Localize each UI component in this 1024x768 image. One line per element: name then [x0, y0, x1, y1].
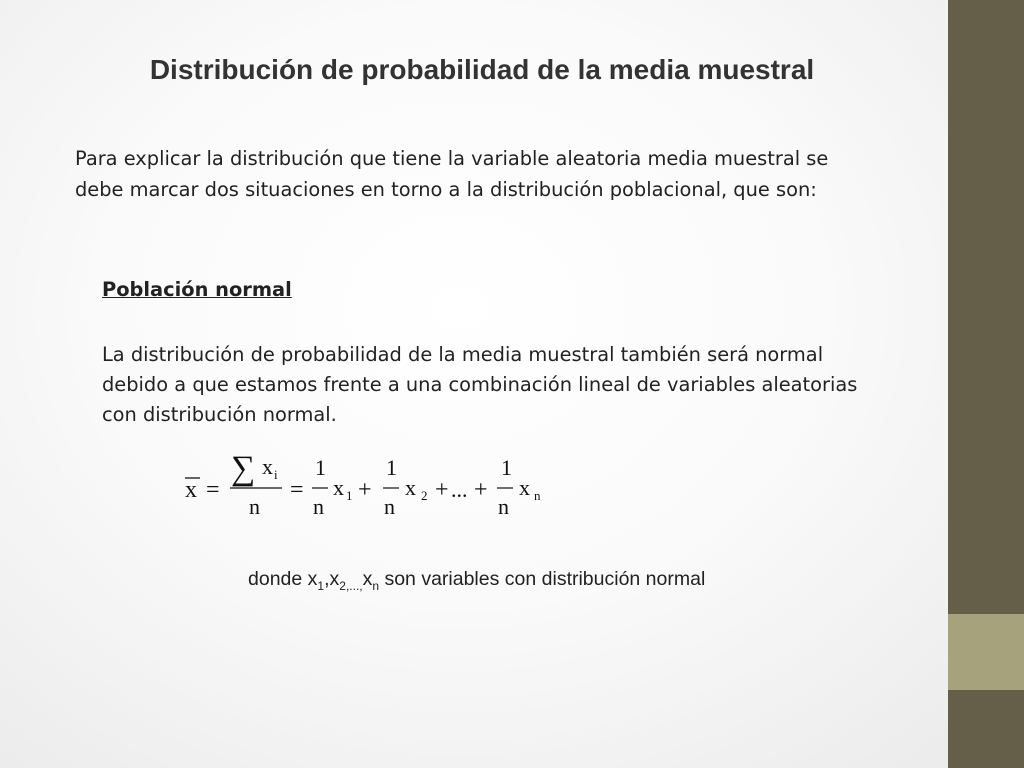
section-heading: Población normal	[102, 278, 292, 301]
note-sub-2: 2,...,	[339, 579, 363, 593]
subscript-n: n	[534, 488, 541, 503]
sidebar-accent-block	[948, 614, 1024, 690]
denominator-n-4: n	[498, 494, 509, 519]
x-bar-symbol: x	[185, 477, 197, 503]
note-prefix: donde x	[248, 568, 318, 590]
subscript-2: 2	[421, 488, 428, 503]
sum-index: i	[274, 467, 278, 482]
note-sub-n: n	[372, 579, 380, 593]
formula-note	[248, 568, 705, 593]
denominator-n-2: n	[313, 494, 324, 519]
plus-sign-2: +	[435, 477, 449, 503]
equals-sign-1: =	[206, 477, 220, 503]
ellipsis: ...	[451, 477, 468, 502]
body-paragraph: La distribución de probabilidad de la media muestral también será normal debido a que estamos frente a una combinación lineal de variables aleatorias con distribución normal.	[102, 343, 858, 426]
plus-sign-1: +	[358, 477, 372, 503]
plus-sign-3: +	[474, 477, 488, 503]
numerator-one-1: 1	[315, 455, 326, 480]
term-x2: x	[405, 475, 416, 500]
note-sub-1: 1	[317, 579, 325, 593]
note-comma: ,x	[324, 568, 340, 590]
subscript-1: 1	[346, 488, 353, 503]
slide-title: Distribución de probabilidad de la media muestral	[149, 54, 815, 85]
note-suffix: son variables con distribución normal	[379, 568, 706, 590]
sample-mean-formula	[176, 446, 576, 526]
term-x1: x	[333, 475, 344, 500]
numerator-one-2: 1	[386, 455, 397, 480]
denominator-n-3: n	[384, 494, 395, 519]
numerator-one-3: 1	[501, 455, 512, 480]
term-xn: x	[519, 475, 530, 500]
equals-sign-2: =	[290, 477, 304, 503]
denominator-n-1: n	[249, 494, 260, 519]
sum-variable: x	[262, 454, 273, 479]
intro-paragraph: Para explicar la distribución que tiene la variable aleatoria media muestral se debe marcar dos situaciones en torno a la distribución poblacional, que son:	[75, 147, 829, 201]
note-x-n: x	[362, 568, 373, 590]
sigma-symbol: ∑	[231, 450, 256, 487]
